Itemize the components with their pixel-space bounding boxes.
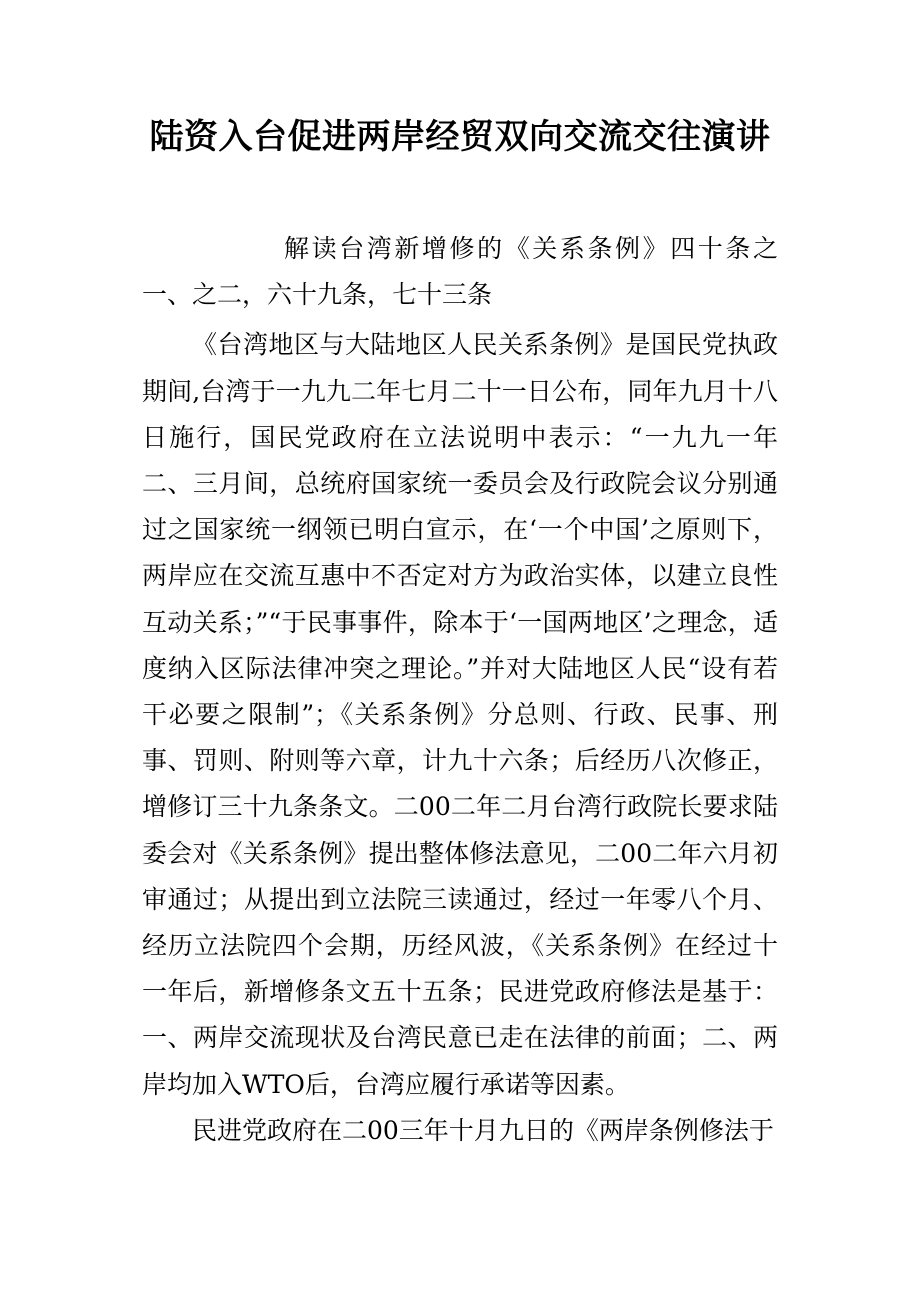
document-title: 陆资入台促进两岸经贸双向交流交往演讲 xyxy=(149,117,771,157)
paragraph-subtitle: 解读台湾新增修的《关系条例》四十条之一、之二，六十九条，七十三条 xyxy=(142,234,778,310)
paragraph-continuation: 民进党政府在二00三年十月九日的《两岸条例修法于 xyxy=(192,1115,774,1145)
document-body xyxy=(142,226,778,1154)
paragraph-main: 《台湾地区与大陆地区人民关系条例》是国民党执政期间,台湾于一九九二年七月二十一日公布，同年九月十八日施行，国民党政府在立法说明中表示：“一九九一年二、三月间，总统府国家统一委员会及行政院会议分别通过之国家统一纲领已明白宣示，在‘一个中国’之原则下，两岸应在交流互惠中不否定对方为政治实体，以建立良性互动关系；”“于民事事件，除本于‘一国两地区’之理念，适度纳入区际法律冲突之理论。”并对大陆地区人民“设有若干必要之限制”；《关系条例》分总则、行政、民事、刑事、罚则、附则等六章，计九十六条；后经历八次修正，增修订三十九条条文。二00二年二月台湾行政院长要求陆委会对《关系条例》提出整体修法意见，二00二年六月初审通过；从提出到立法院三读通过，经过一年零八个月、经历立法院四个会期，历经风波，《关系条例》在经过十一年后，新增修条文五十五条；民进党政府修法是基于：一、两岸交流现状及台湾民意已走在法律的前面；二、两岸均加入WTO后，台湾应履行承诺等因素。 xyxy=(142,330,778,1099)
